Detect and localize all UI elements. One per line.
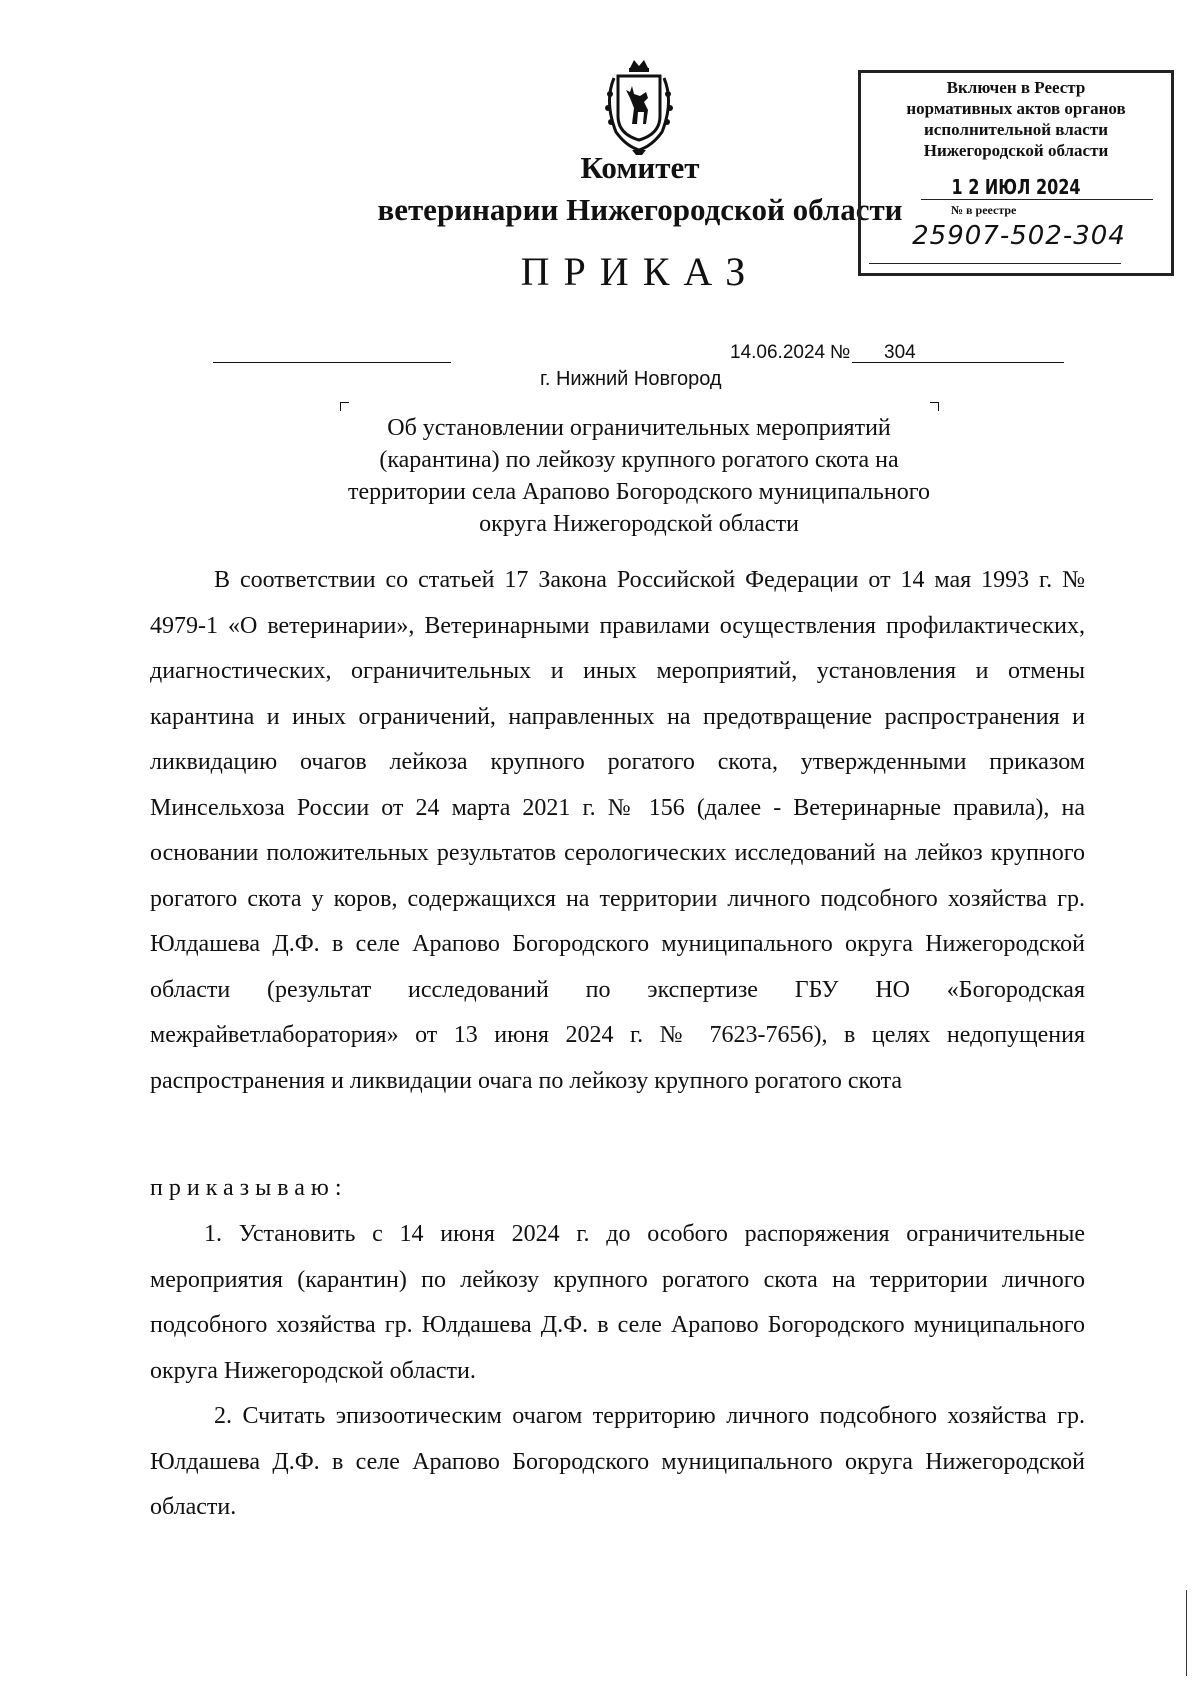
registry-stamp xyxy=(858,70,1174,276)
order-item-2: 2. Считать эпизоотическим очагом территорию личного подсобного хозяйства гр. Юлдашева Д.Ф. в селе Арапово Богородского муниципального округа Нижегородской области. xyxy=(150,1403,1085,1520)
stamp-date: 1 2 ИЮЛ 2024 xyxy=(951,175,1081,199)
preamble-paragraph: В соответствии со статьей 17 Закона Российской Федерации от 14 мая 1993 г. № 4979-1 «О ветеринарии», Ветеринарными правилами осуществления профилактических, диагностических, ограничительных и иных мероприятий, установления и отмены карантина и иных ограничений, направленных на предотвращение распространения и ликвидацию очагов лейкоза крупного рогатого скота, утвержденными приказом Минсельхоза России от 24 марта 2021 г. № 156 (далее - Ветеринарные правила), на основании положительных результатов серологических исследований на лейкоз крупного рогатого скота у коров, содержащихся на территории личного подсобного хозяйства гр. Юлдашева Д.Ф. в селе Арапово Богородского муниципального округа Нижегородской области (результат исследований по экспертизе ГБУ НО «Богородская межрайветлаборатория» от 13 июня 2024 г. № 7623-7656), в целях недопущения распространения и ликвидации очага по лейкозу крупного рогатого скота xyxy=(150,567,1085,1094)
place-of-issue: г. Нижний Новгород xyxy=(540,368,722,390)
stamp-registry-label: № в реестре xyxy=(951,203,1017,217)
subject-bracket-left xyxy=(340,402,349,411)
organization-name-line2: ветеринарии Нижегородской области xyxy=(377,192,903,227)
stamp-line1: Включен в Реестр xyxy=(946,78,1086,97)
order-number: 304 xyxy=(884,342,916,363)
coat-of-arms-icon xyxy=(596,58,682,156)
date-blank-line xyxy=(213,362,451,363)
stamp-line4: Нижегородской области xyxy=(923,141,1109,160)
order-item-1: 1. Установить с 14 июня 2024 г. до особого распоряжения ограничительные мероприятия (карантин) по лейкозу крупного рогатого скота на территории личного подсобного хозяйства гр. Юлдашева Д.Ф. в селе Арапово Богородского муниципального округа Нижегородской области. xyxy=(150,1221,1085,1384)
number-underline xyxy=(852,362,1064,363)
stamp-number-underline xyxy=(869,263,1121,264)
page-edge-mark xyxy=(1186,1590,1187,1676)
stamp-line3: исполнительной власти xyxy=(924,120,1108,139)
document-type-title: ПРИКАЗ xyxy=(520,249,760,294)
organization-name-line1: Комитет xyxy=(580,150,700,185)
stamp-registry-number: 25907-502-304 xyxy=(912,221,1126,251)
order-subject: Об установлении ограничительных мероприятий (карантина) по лейкозу крупного рогатого скота на территории села Арапово Богородского муниципального округа Нижегородской области xyxy=(348,415,930,537)
stamp-line2: нормативных актов органов xyxy=(906,99,1126,118)
order-word: приказываю: xyxy=(150,1175,348,1201)
stamp-date-underline xyxy=(921,199,1153,200)
order-number-label: № xyxy=(830,342,851,363)
subject-bracket-right xyxy=(930,402,939,411)
order-date: 14.06.2024 xyxy=(730,342,826,363)
